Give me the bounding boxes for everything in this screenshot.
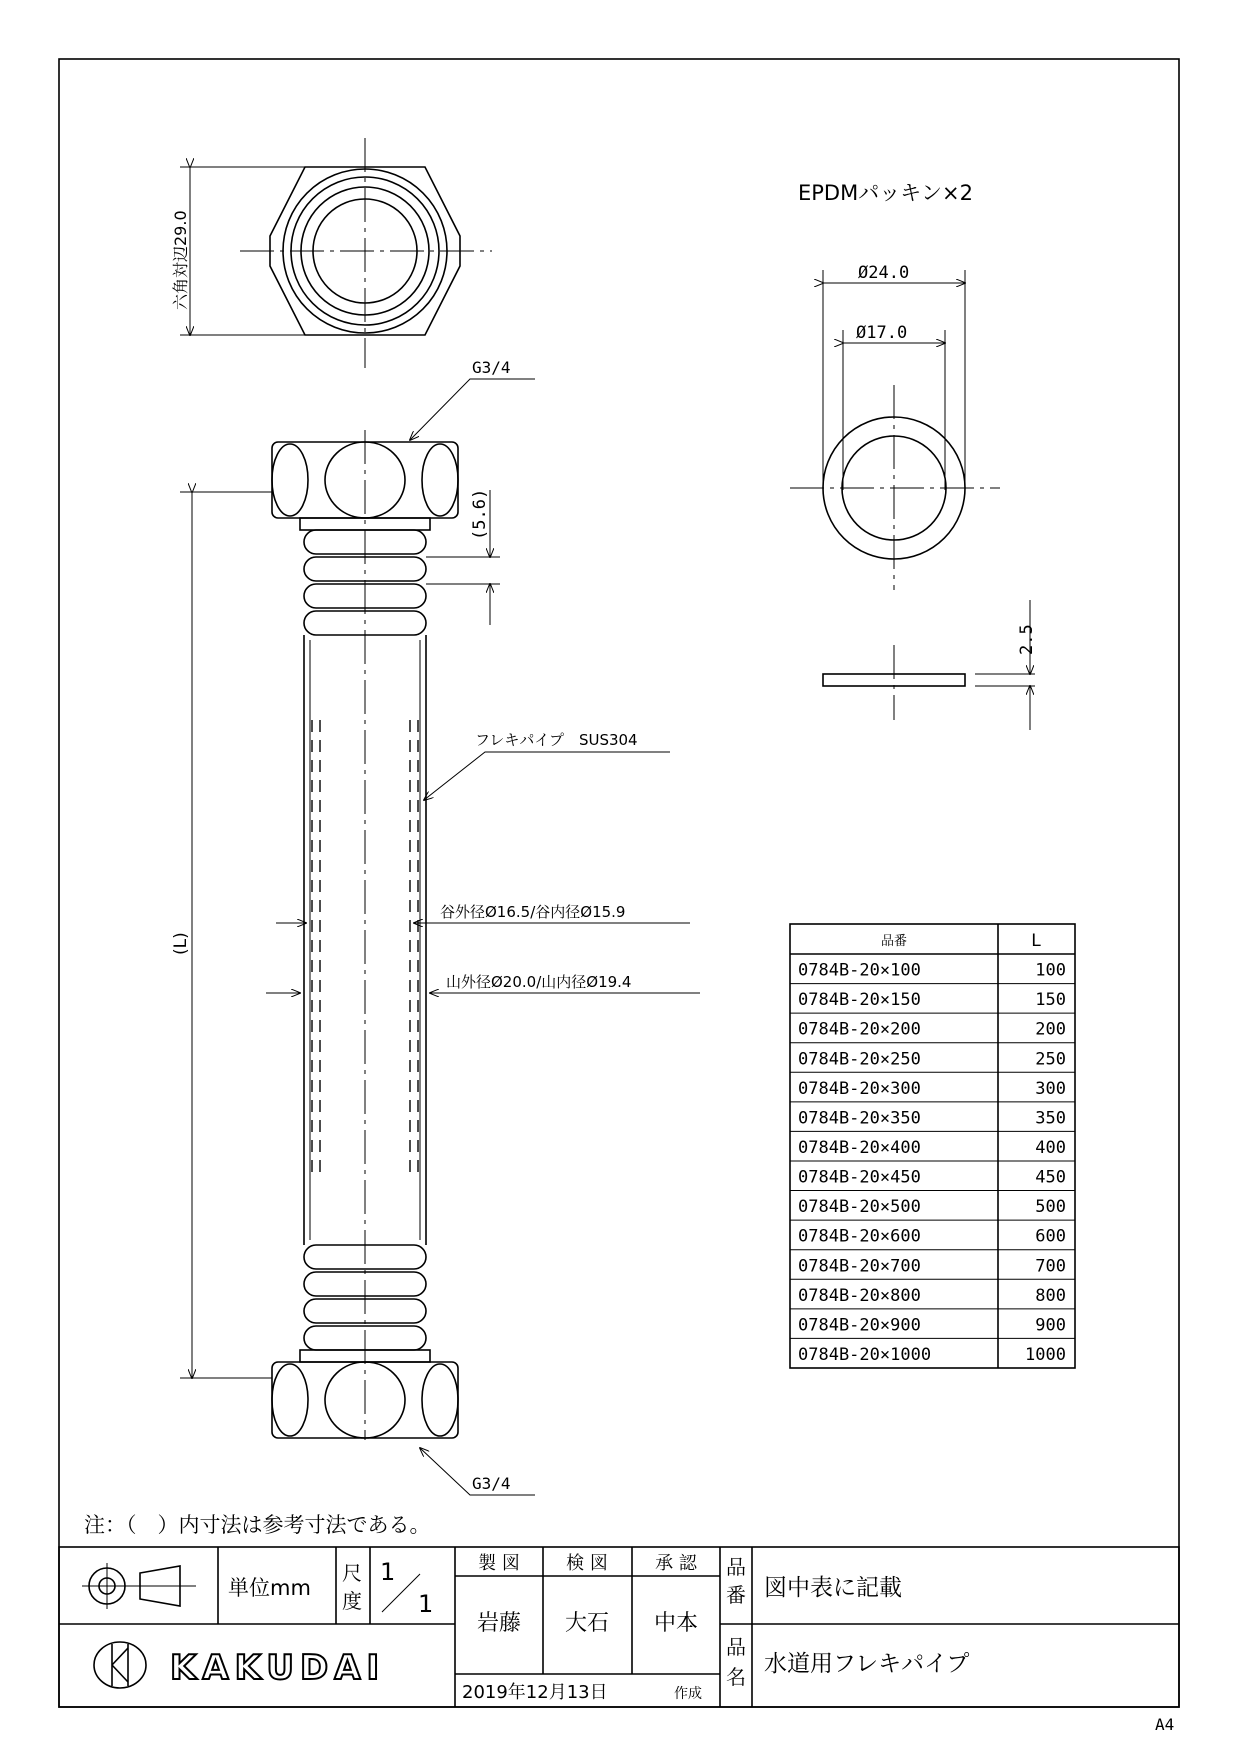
part-name-label-char-1: 品 — [726, 1635, 746, 1659]
table-cell-length: 800 — [1035, 1285, 1066, 1306]
part-no-label-char-1: 品 — [726, 1555, 746, 1579]
table-cell-part-no: 0784B-20×300 — [798, 1078, 921, 1099]
table-cell-length: 150 — [1035, 990, 1066, 1011]
table-cell-part-no: 0784B-20×400 — [798, 1137, 921, 1158]
approved-by-label: 承 認 — [655, 1553, 697, 1574]
kakudai-logo — [94, 1642, 385, 1688]
table-cell-part-no: 0784B-20×800 — [798, 1285, 921, 1306]
table-cell-part-no: 0784B-20×350 — [798, 1108, 921, 1129]
table-cell-part-no: 0784B-20×1000 — [798, 1344, 932, 1365]
approved-by-name: 中本 — [653, 1611, 699, 1636]
table-cell-part-no: 0784B-20×150 — [798, 990, 921, 1011]
hex-nut-view — [171, 138, 492, 368]
part-no-label — [726, 1555, 752, 1607]
table-cell-part-no: 0784B-20×900 — [798, 1315, 921, 1336]
table-header-part-no: 品番 — [880, 934, 908, 949]
table-cell-length: 300 — [1035, 1078, 1066, 1099]
table-cell-length: 600 — [1035, 1226, 1066, 1247]
table-cell-length: 1000 — [1025, 1344, 1066, 1365]
paper-size: A4 — [1155, 1715, 1175, 1734]
table-cell-length: 500 — [1035, 1197, 1066, 1218]
table-cell-length: 100 — [1035, 960, 1066, 981]
pitch-label: (5.6) — [470, 488, 490, 540]
scale-label — [342, 1561, 368, 1613]
valley-diameter-label: 谷外径Ø16.5/谷内径Ø15.9 — [440, 903, 626, 921]
part-name-value: 水道用フレキパイプ — [764, 1651, 970, 1677]
thread-bottom-label: G3/4 — [472, 1474, 511, 1493]
scale-numerator: 1 — [380, 1558, 396, 1586]
inner-diameter-label: Ø17.0 — [856, 323, 908, 343]
thread-top-label: G3/4 — [472, 358, 511, 377]
table-cell-part-no: 0784B-20×250 — [798, 1049, 921, 1070]
part-name-label-char-2: 名 — [726, 1665, 746, 1689]
part-no-value: 図中表に記載 — [764, 1575, 902, 1601]
scale-label-char-2: 度 — [342, 1589, 362, 1613]
table-cell-length: 350 — [1035, 1108, 1066, 1129]
creation-date: 2019年12月13日 — [462, 1682, 608, 1703]
title-block — [59, 1547, 1179, 1707]
table-cell-length: 450 — [1035, 1167, 1066, 1188]
scale-denominator: 1 — [418, 1590, 434, 1618]
checked-by-label: 検 図 — [566, 1553, 608, 1574]
created-label: 作成 — [674, 1686, 702, 1702]
checked-by-name: 大石 — [564, 1611, 610, 1636]
scale-label-char-1: 尺 — [342, 1561, 362, 1585]
hex-size-label: 六角対辺29.0 — [171, 210, 190, 310]
packing-view — [790, 181, 1037, 730]
table-cell-length: 250 — [1035, 1049, 1066, 1070]
part-no-label-char-2: 番 — [726, 1583, 746, 1607]
reference-note: 注：（ ）内寸法は参考寸法である。 — [84, 1513, 431, 1537]
table-cell-part-no: 0784B-20×600 — [798, 1226, 921, 1247]
table-cell-length: 900 — [1035, 1315, 1066, 1336]
table-cell-part-no: 0784B-20×500 — [798, 1197, 921, 1218]
table-cell-length: 700 — [1035, 1256, 1066, 1277]
table-cell-length: 200 — [1035, 1019, 1066, 1040]
packing-label: EPDMパッキン×2 — [798, 181, 973, 205]
company-name: KAKUDAI — [170, 1648, 386, 1688]
table-cell-length: 400 — [1035, 1137, 1066, 1158]
drawing-frame — [59, 59, 1179, 1707]
table-cell-part-no: 0784B-20×450 — [798, 1167, 921, 1188]
projection-symbol-icon — [82, 1563, 196, 1609]
unit-label: 単位mm — [228, 1576, 311, 1600]
table-cell-part-no: 0784B-20×200 — [798, 1019, 921, 1040]
table-header-length: L — [1031, 931, 1041, 951]
thickness-label: 2.5 — [1017, 624, 1037, 655]
size-table — [790, 924, 1075, 1368]
length-label: (L) — [171, 932, 191, 955]
table-cell-part-no: 0784B-20×100 — [798, 960, 921, 981]
drawn-by-label: 製 図 — [478, 1553, 520, 1574]
outer-diameter-label: Ø24.0 — [858, 263, 910, 283]
pipe-material-label: フレキパイプ SUS304 — [475, 731, 638, 749]
pipe-assembly — [171, 358, 700, 1495]
drawn-by-name: 岩藤 — [476, 1611, 522, 1636]
peak-diameter-label: 山外径Ø20.0/山内径Ø19.4 — [446, 973, 632, 991]
part-name-label — [726, 1635, 752, 1689]
table-cell-part-no: 0784B-20×700 — [798, 1256, 921, 1277]
